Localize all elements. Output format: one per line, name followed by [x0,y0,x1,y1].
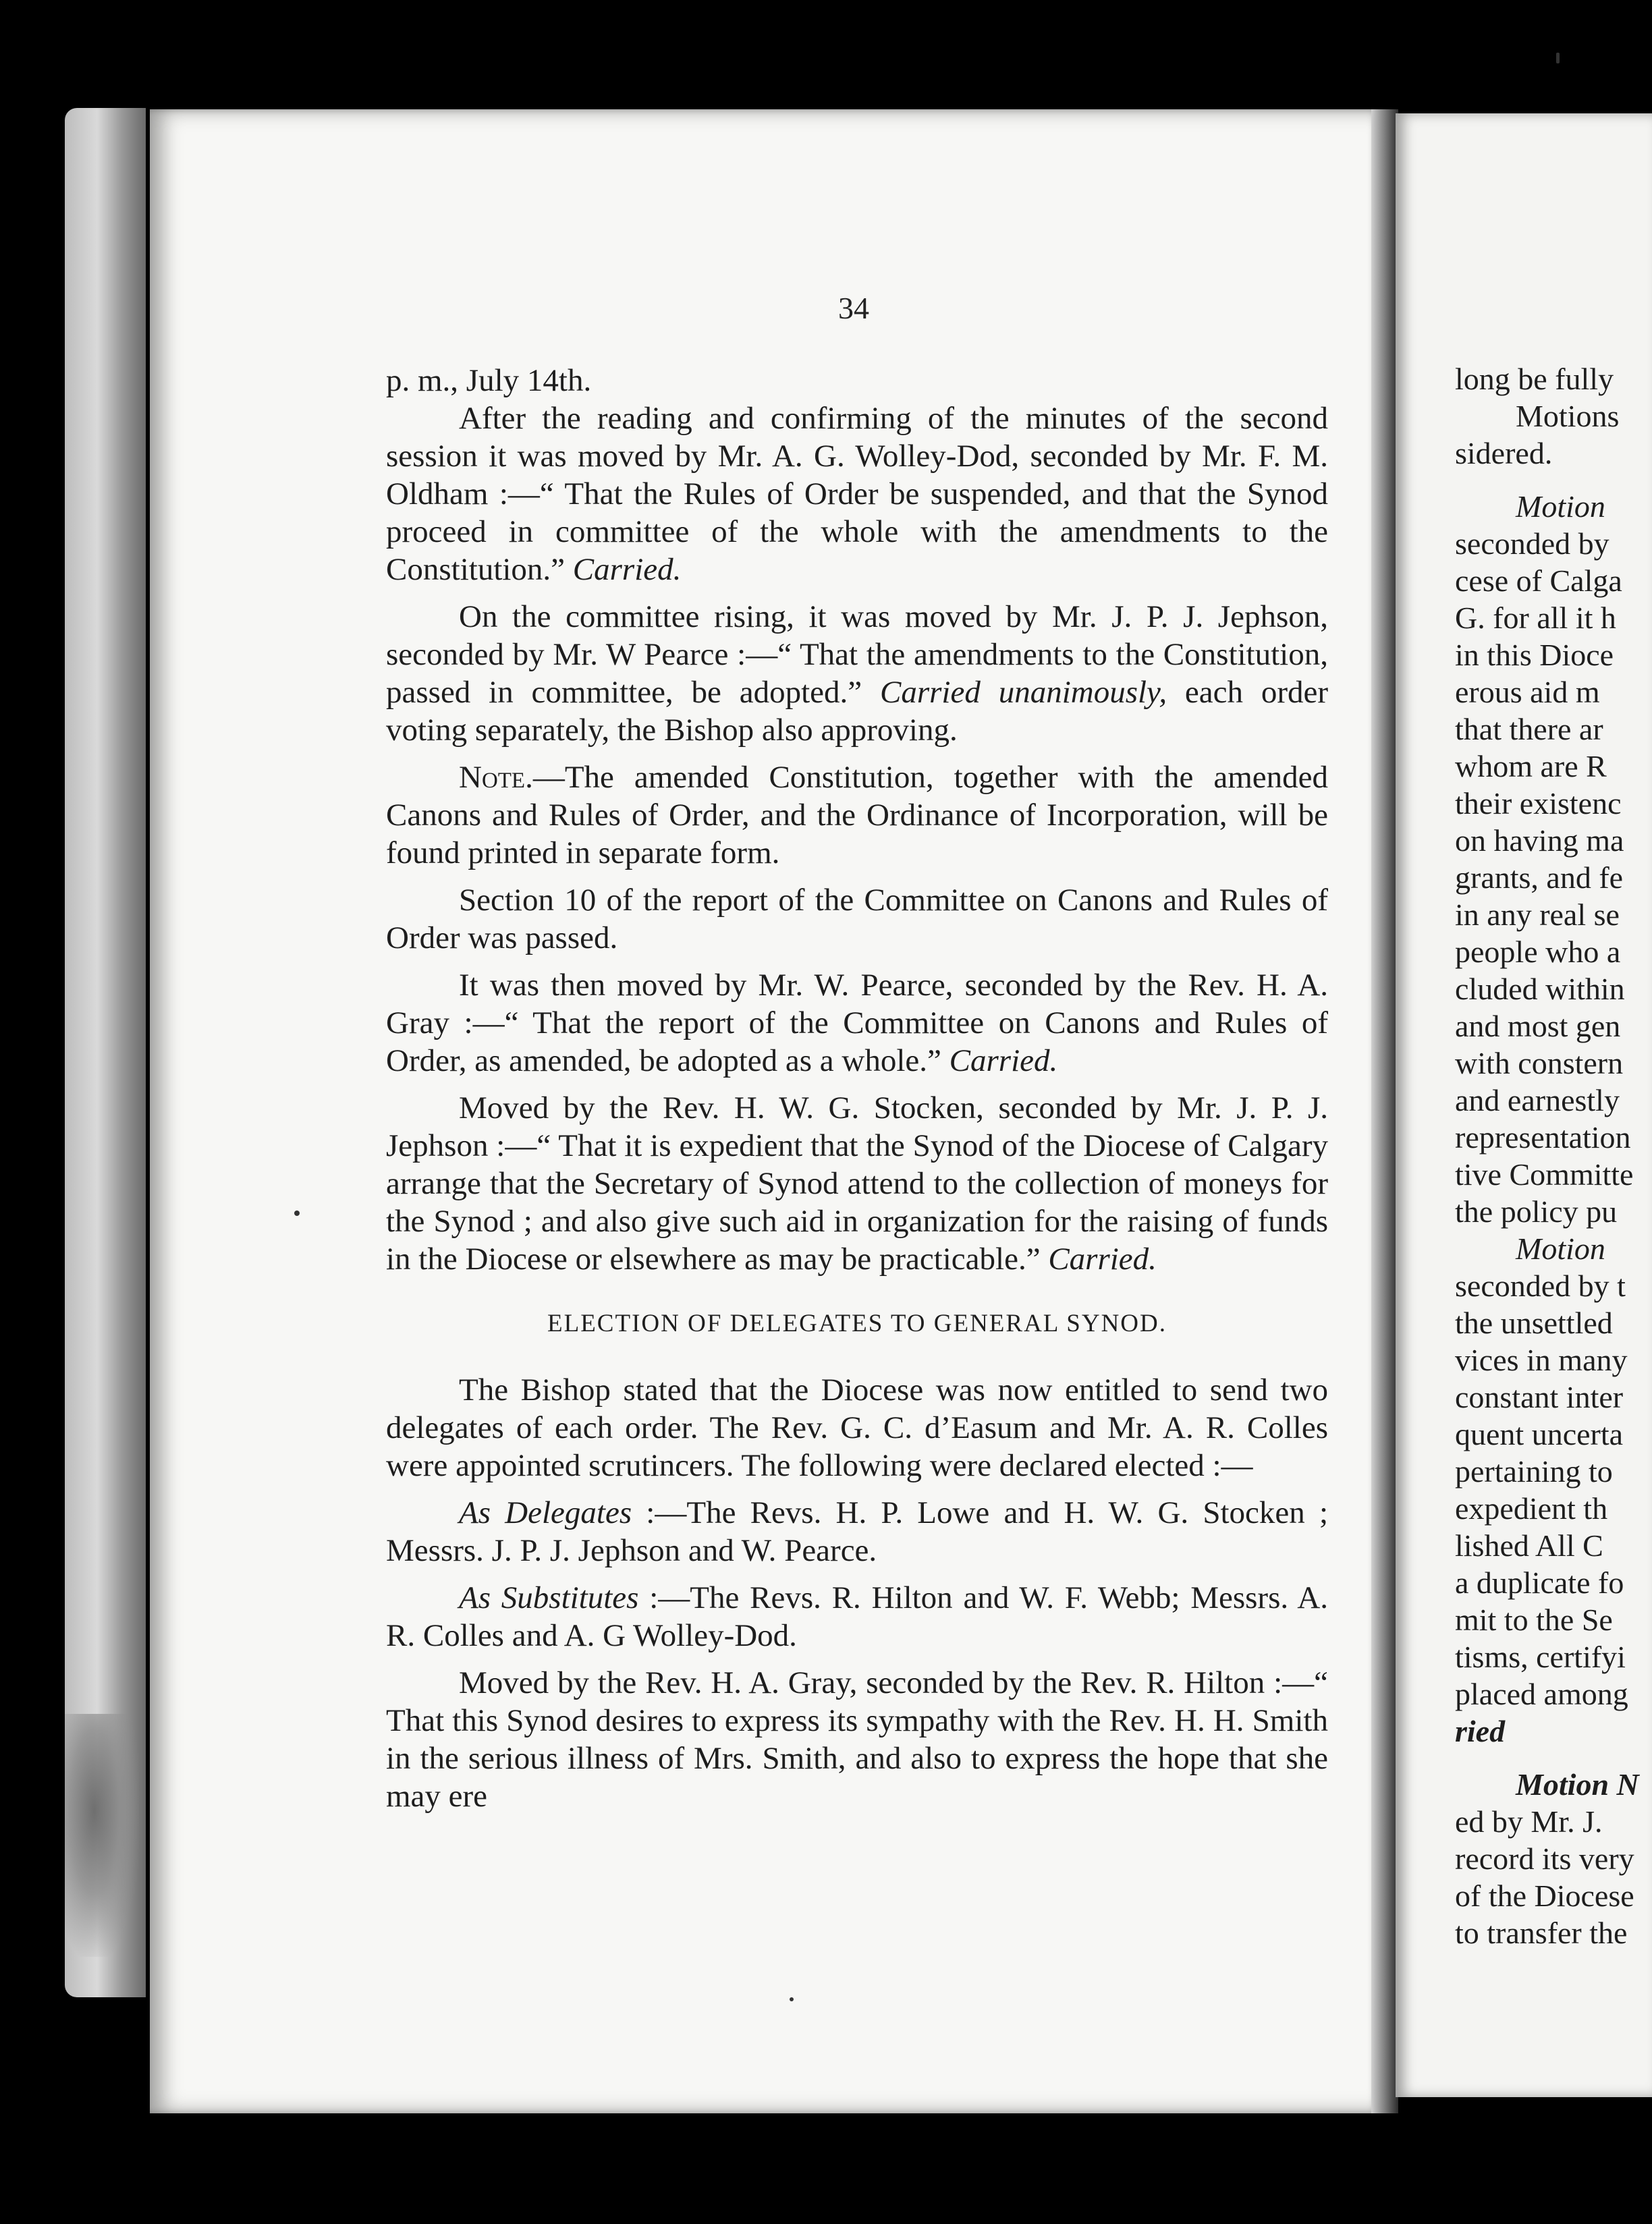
facing-line: vices in many [1455,1343,1628,1377]
facing-line: erous aid m [1455,675,1600,709]
facing-line: Motion [1516,489,1605,524]
facing-line: and earnestly [1455,1083,1620,1117]
facing-line: with constern [1455,1046,1624,1080]
facing-line: Motion N [1516,1767,1639,1802]
facing-line: expedient th [1455,1491,1608,1526]
facing-line: Motions [1516,399,1620,433]
facing-line: of the Diocese [1455,1879,1634,1913]
facing-line: constant inter [1455,1380,1624,1414]
dust-speck [790,1997,794,2001]
facing-line: cluded within [1455,972,1625,1006]
facing-line: tive Committe [1455,1157,1634,1192]
paragraph-secretary-motion [386,1089,1328,1278]
paragraph-report-adopted [386,966,1328,1080]
carried-unanimously-label: Carried unanimously, [880,675,1167,710]
note-text: —The amended Constitution, together with the amended Canons and Rules of Order, and the Ordinance of Incorporation, will be found printed in separate form. [386,760,1328,870]
facing-page-text [1455,360,1652,1951]
facing-line: in this Dioce [1455,638,1614,672]
facing-line: ed by Mr. J. [1455,1804,1603,1839]
facing-line: the unsettled [1455,1306,1613,1340]
page-number: 34 [838,291,869,325]
facing-line: G. for all it h [1455,601,1616,635]
facing-line: grants, and fe [1455,860,1624,895]
carried-label: Carried. [572,552,682,587]
facing-line: on having ma [1455,823,1624,858]
substitutes-text: :—The Revs. R. Hilton and W. F. Webb; Messrs. A. R. Colles and A. G Wolley-Dod. [386,1580,1328,1653]
paragraph-text: It was then moved by Mr. W. Pearce, seconded by the Rev. H. A. Gray :—“ That the report of the Committee on Canons and Rules of Order, as amended, be adopted as a whole.” [386,968,1328,1078]
paragraph-section-10: Section 10 of the report of the Committee on Canons and Rules of Order was passed. [386,883,1328,955]
facing-line: lished All C [1455,1528,1603,1563]
facing-line: record its very [1455,1841,1634,1876]
facing-line: cese of Calga [1455,563,1622,598]
facing-line: sidered. [1455,436,1553,470]
paragraph-text: Moved by the Rev. H. W. G. Stocken, seconded by Mr. J. P. J. Jephson :—“ That it is expedient that the Synod of the Diocese of Calgary arrange that the Secretary of Synod attend to the collection of moneys for the Synod ; and also give such aid in organization for the raising of funds in the Diocese or elsewhere as may be practicable.” [386,1090,1328,1277]
facing-line: to transfer the [1455,1916,1628,1950]
paragraph-delegates [386,1494,1328,1569]
facing-line: seconded by [1455,526,1609,561]
facing-line: the policy pu [1455,1194,1618,1229]
facing-line: long be fully [1455,362,1614,396]
main-text-column [386,362,1328,1815]
paragraph-rules-suspended [386,399,1328,588]
paragraph-amendments-adopted [386,598,1328,749]
facing-line: and most gen [1455,1009,1621,1043]
dust-speck [1556,53,1560,63]
facing-line: tisms, certifyi [1455,1640,1626,1674]
dust-speck [294,1211,300,1216]
carried-label: Carried. [949,1043,1058,1078]
facing-line: their existenc [1455,786,1622,821]
note-label: Note. [459,760,533,795]
facing-line: seconded by t [1455,1269,1626,1303]
facing-line: Motion [1516,1231,1605,1266]
facing-line: in any real se [1455,897,1620,932]
carried-label: Carried. [1048,1242,1157,1277]
facing-line: pertaining to [1455,1454,1613,1489]
facing-line: people who a [1455,935,1621,969]
facing-line: a duplicate fo [1455,1565,1624,1600]
paragraph-substitutes [386,1579,1328,1655]
paragraph-tail: each order voting separately, the Bishop also approving. [386,675,1329,748]
facing-line: quent uncerta [1455,1417,1624,1451]
delegates-label: As Delegates [459,1495,632,1530]
facing-line: whom are R [1455,749,1607,783]
substitutes-label: As Substitutes [459,1580,639,1615]
facing-line: placed among [1455,1677,1628,1711]
facing-line: mit to the Se [1455,1603,1613,1637]
paragraph-sympathy-motion: Moved by the Rev. H. A. Gray, seconded by the Rev. R. Hilton :—“ That this Synod desires to express its sympathy with the Rev. H. H. Smith in the serious illness of Mrs. Smith, and also to express the hope that she may ere [386,1665,1328,1814]
opening-line: p. m., July 14th. [386,363,592,398]
paragraph-text: After the reading and confirming of the minutes of the second session it was moved by Mr. A. G. Wolley-Dod, seconded by Mr. F. M. Oldham :—“ That the Rules of Order be suspended, and that the Synod proceed in committee of the whole with the amendments to the Constitution.” [386,401,1328,587]
stain-mark [65,1714,139,1957]
delegates-text: :—The Revs. H. P. Lowe and H. W. G. Stocken ; Messrs. J. P. J. Jephson and W. Pearce. [386,1495,1328,1568]
section-heading: ELECTION OF DELEGATES TO GENERAL SYNOD. [547,1310,1167,1337]
facing-line: that there ar [1455,712,1603,746]
facing-line: representation [1455,1120,1631,1155]
paragraph-bishop-statement: The Bishop stated that the Diocese was now entitled to send two delegates of each order. The Rev. G. C. d’Easum and Mr. A. R. Colles were appointed scrutincers. The following were declared elected :— [386,1372,1328,1483]
paragraph-text: On the committee rising, it was moved by Mr. J. P. J. Jephson, seconded by Mr. W Pearce :—“ That the amendments to the Constitution, passed in committee, be adopted.” [386,599,1328,710]
note-paragraph [386,758,1328,872]
previous-page-edge [65,108,146,1997]
facing-line: ried [1455,1714,1506,1748]
